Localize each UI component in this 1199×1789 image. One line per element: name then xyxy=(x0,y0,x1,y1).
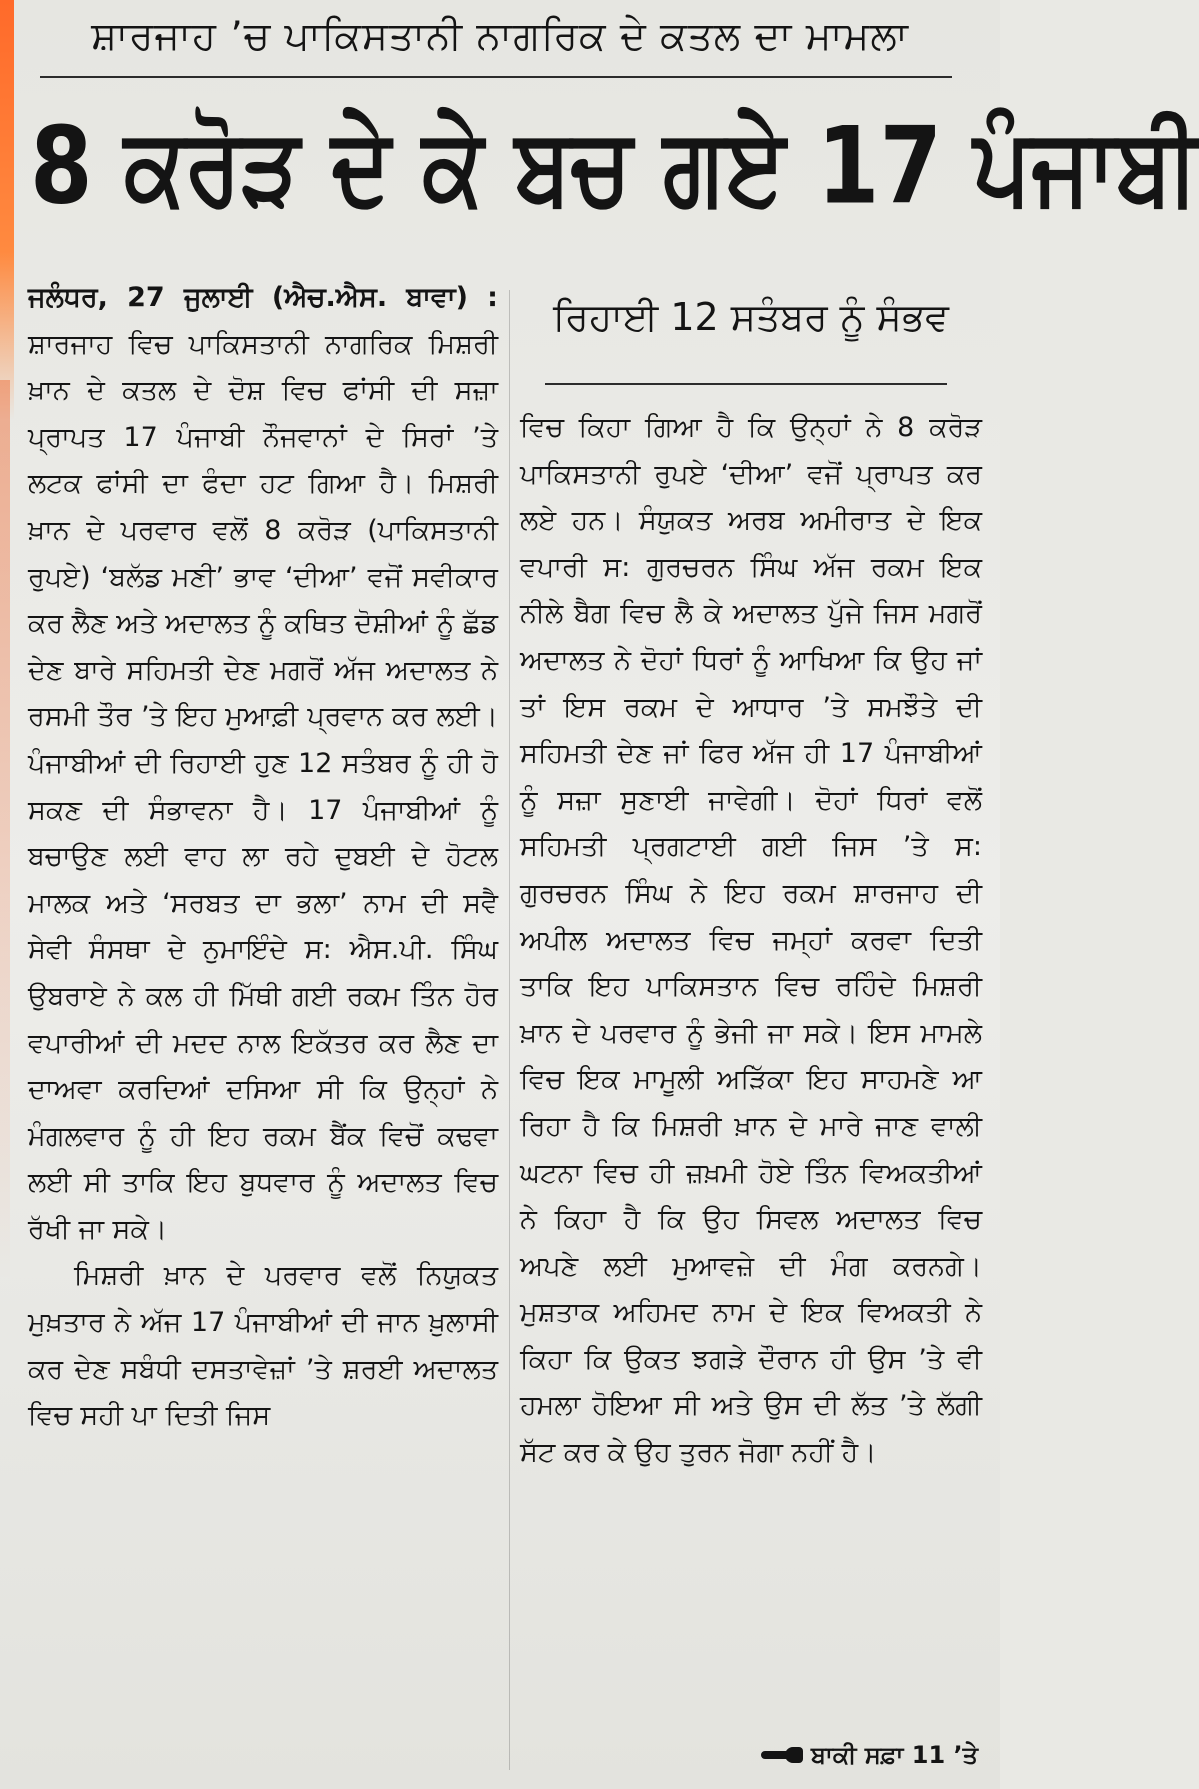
main-headline: 8 ਕਰੋੜ ਦੇ ਕੇ ਬਚ ਗਏ 17 ਪੰਜਾਬੀ xyxy=(30,104,1199,229)
paragraph-3: ਵਿਚ ਕਿਹਾ ਗਿਆ ਹੈ ਕਿ ਉਨ੍ਹਾਂ ਨੇ 8 ਕਰੋੜ ਪਾਕਿਸਤਾਨੀ ਰੁਪਏ ‘ਦੀਆ’ ਵਜੋਂ ਪ੍ਰਾਪਤ ਕਰ ਲਏ ਹਨ। ਸੰਯੁਕਤ ਅਰਬ ਅਮੀਰਾਤ ਦੇ ਇਕ ਵਪਾਰੀ ਸ: ਗੁਰਚਰਨ ਸਿੰਘ ਅੱਜ ਰਕਮ ਇਕ ਨੀਲੇ ਬੈਗ ਵਿਚ ਲੈ ਕੇ ਅਦਾਲਤ ਪੁੱਜੇ ਜਿਸ ਮਗਰੋਂ ਅਦਾਲਤ ਨੇ ਦੋਹਾਂ ਧਿਰਾਂ ਨੂੰ ਆਖਿਆ ਕਿ ਉਹ ਜਾਂ ਤਾਂ ਇਸ ਰਕਮ ਦੇ ਆਧਾਰ ’ਤੇ ਸਮਝੌਤੇ ਦੀ ਸਹਿਮਤੀ ਦੇਣ ਜਾਂ ਫਿਰ ਅੱਜ ਹੀ 17 ਪੰਜਾਬੀਆਂ ਨੂੰ ਸਜ਼ਾ ਸੁਣਾਈ ਜਾਵੇਗੀ। ਦੋਹਾਂ ਧਿਰਾਂ ਵਲੋਂ ਸਹਿਮਤੀ ਪ੍ਰਗਟਾਈ ਗਈ ਜਿਸ ’ਤੇ ਸ: ਗੁਰਚਰਨ ਸਿੰਘ ਨੇ ਇਹ ਰਕਮ ਸ਼ਾਰਜਾਹ ਦੀ ਅਪੀਲ ਅਦਾਲਤ ਵਿਚ ਜਮ੍ਹਾਂ ਕਰਵਾ ਦਿਤੀ ਤਾਕਿ ਇਹ ਪਾਕਿਸਤਾਨ ਵਿਚ ਰਹਿੰਦੇ ਮਿਸ਼ਰੀ ਖ਼ਾਨ ਦੇ ਪਰਵਾਰ ਨੂੰ ਭੇਜੀ ਜਾ ਸਕੇ। ਇਸ ਮਾਮਲੇ ਵਿਚ ਇਕ ਮਾਮੂਲੀ ਅੜਿੱਕਾ ਇਹ ਸਾਹਮਣੇ ਆ ਰਿਹਾ ਹੈ ਕਿ ਮਿਸ਼ਰੀ ਖ਼ਾਨ ਦੇ ਮਾਰੇ ਜਾਣ ਵਾਲੀ ਘਟਨਾ ਵਿਚ ਹੀ ਜ਼ਖ਼ਮੀ ਹੋਏ ਤਿੰਨ ਵਿਅਕਤੀਆਂ ਨੇ ਕਿਹਾ ਹੈ ਕਿ ਉਹ ਸਿਵਲ ਅਦਾਲਤ ਵਿਚ ਅਪਣੇ ਲਈ ਮੁਆਵਜ਼ੇ ਦੀ ਮੰਗ ਕਰਨਗੇ। ਮੁਸ਼ਤਾਕ ਅਹਿਮਦ ਨਾਮ ਦੇ ਇਕ ਵਿਅਕਤੀ ਨੇ ਕਿਹਾ ਕਿ ਉਕਤ ਝਗੜੇ ਦੌਰਾਨ ਹੀ ਉਸ ’ਤੇ ਵੀ ਹਮਲਾ ਹੋਇਆ ਸੀ ਅਤੇ ਉਸ ਦੀ ਲੱਤ ’ਤੇ ਲੱਗੀ ਸੱਟ ਕਰ ਕੇ ਉਹ ਤੁਰਨ ਜੋਗਾ ਨਹੀਂ ਹੈ। xyxy=(520,412,982,1469)
paragraph-2: ਮਿਸ਼ਰੀ ਖ਼ਾਨ ਦੇ ਪਰਵਾਰ ਵਲੋਂ ਨਿਯੁਕਤ ਮੁਖ਼ਤਾਰ ਨੇ ਅੱਜ 17 ਪੰਜਾਬੀਆਂ ਦੀ ਜਾਨ ਖ਼ੁਲਾਸੀ ਕਰ ਦੇਣ ਸਬੰਧੀ ਦਸਤਾਵੇਜ਼ਾਂ ’ਤੇ ਸ਼ਰਈ ਅਦਾਲਤ ਵਿਚ ਸਹੀ ਪਾ ਦਿਤੀ ਜਿਸ xyxy=(28,1260,498,1432)
column-divider xyxy=(509,290,510,1770)
orange-edge-strip xyxy=(0,0,14,420)
article-column-1 xyxy=(28,275,498,1775)
continued-on-page xyxy=(761,1735,978,1775)
sub-headline-rule xyxy=(545,383,947,385)
paragraph-1-text: ਸ਼ਾਰਜਾਹ ਵਿਚ ਪਾਕਿਸਤਾਨੀ ਨਾਗਰਿਕ ਮਿਸ਼ਰੀ ਖ਼ਾਨ ਦੇ ਕਤਲ ਦੇ ਦੋਸ਼ ਵਿਚ ਫਾਂਸੀ ਦੀ ਸਜ਼ਾ ਪ੍ਰਾਪਤ 17 ਪੰਜਾਬੀ ਨੌਜਵਾਨਾਂ ਦੇ ਸਿਰਾਂ ’ਤੇ ਲਟਕ ਫਾਂਸੀ ਦਾ ਫੰਦਾ ਹਟ ਗਿਆ ਹੈ। ਮਿਸ਼ਰੀ ਖ਼ਾਨ ਦੇ ਪਰਵਾਰ ਵਲੋਂ 8 ਕਰੋੜ (ਪਾਕਿਸਤਾਨੀ ਰੁਪਏ) ‘ਬਲੱਡ ਮਣੀ’ ਭਾਵ ‘ਦੀਆ’ ਵਜੋਂ ਸਵੀਕਾਰ ਕਰ ਲੈਣ ਅਤੇ ਅਦਾਲਤ ਨੂੰ ਕਥਿਤ ਦੋਸ਼ੀਆਂ ਨੂੰ ਛੱਡ ਦੇਣ ਬਾਰੇ ਸਹਿਮਤੀ ਦੇਣ ਮਗਰੋਂ ਅੱਜ ਅਦਾਲਤ ਨੇ ਰਸਮੀ ਤੌਰ ’ਤੇ ਇਹ ਮੁਆਫ਼ੀ ਪ੍ਰਵਾਨ ਕਰ ਲਈ। ਪੰਜਾਬੀਆਂ ਦੀ ਰਿਹਾਈ ਹੁਣ 12 ਸਤੰਬਰ ਨੂੰ ਹੀ ਹੋ ਸਕਣ ਦੀ ਸੰਭਾਵਨਾ ਹੈ। 17 ਪੰਜਾਬੀਆਂ ਨੂੰ ਬਚਾਉਣ ਲਈ ਵਾਹ ਲਾ ਰਹੇ ਦੁਬਈ ਦੇ ਹੋਟਲ ਮਾਲਕ ਅਤੇ ‘ਸਰਬਤ ਦਾ ਭਲਾ’ ਨਾਮ ਦੀ ਸਵੈ ਸੇਵੀ ਸੰਸਥਾ ਦੇ ਨੁਮਾਇੰਦੇ ਸ: ਐਸ.ਪੀ. ਸਿੰਘ ਉਬਰਾਏ ਨੇ ਕਲ ਹੀ ਮਿੱਥੀ ਗਈ ਰਕਮ ਤਿੰਨ ਹੋਰ ਵਪਾਰੀਆਂ ਦੀ ਮਦਦ ਨਾਲ ਇਕੱਤਰ ਕਰ ਲੈਣ ਦਾ ਦਾਅਵਾ ਕਰਦਿਆਂ ਦਸਿਆ ਸੀ ਕਿ ਉਨ੍ਹਾਂ ਨੇ ਮੰਗਲਵਾਰ ਨੂੰ ਹੀ ਇਹ ਰਕਮ ਬੈਂਕ ਵਿਚੋਂ ਕਢਵਾ ਲਈ ਸੀ ਤਾਕਿ ਇਹ ਬੁਧਵਾਰ ਨੂੰ ਅਦਾਲਤ ਵਿਚ ਰੱਖੀ ਜਾ ਸਕੇ। xyxy=(28,328,498,1245)
kicker-headline: ਸ਼ਾਰਜਾਹ ’ਚ ਪਾਕਿਸਤਾਨੀ ਨਾਗਰਿਕ ਦੇ ਕਤਲ ਦਾ ਮਾਮਲਾ xyxy=(91,14,909,59)
continued-label: ਬਾਕੀ ਸਫ਼ਾ 11 ’ਤੇ xyxy=(811,1741,978,1769)
paragraph-1 xyxy=(28,275,498,1253)
article-column-2 xyxy=(520,405,982,1775)
pointing-hand-icon xyxy=(761,1746,805,1764)
orange-edge-fade xyxy=(0,380,10,1280)
sub-headline: ਰਿਹਾਈ 12 ਸਤੰਬਰ ਨੂੰ ਸੰਭਵ xyxy=(553,295,949,339)
dateline: ਜਲੰਧਰ, 27 ਜੁਲਾਈ (ਐਚ.ਐਸ. ਬਾਵਾ) : xyxy=(28,282,498,313)
